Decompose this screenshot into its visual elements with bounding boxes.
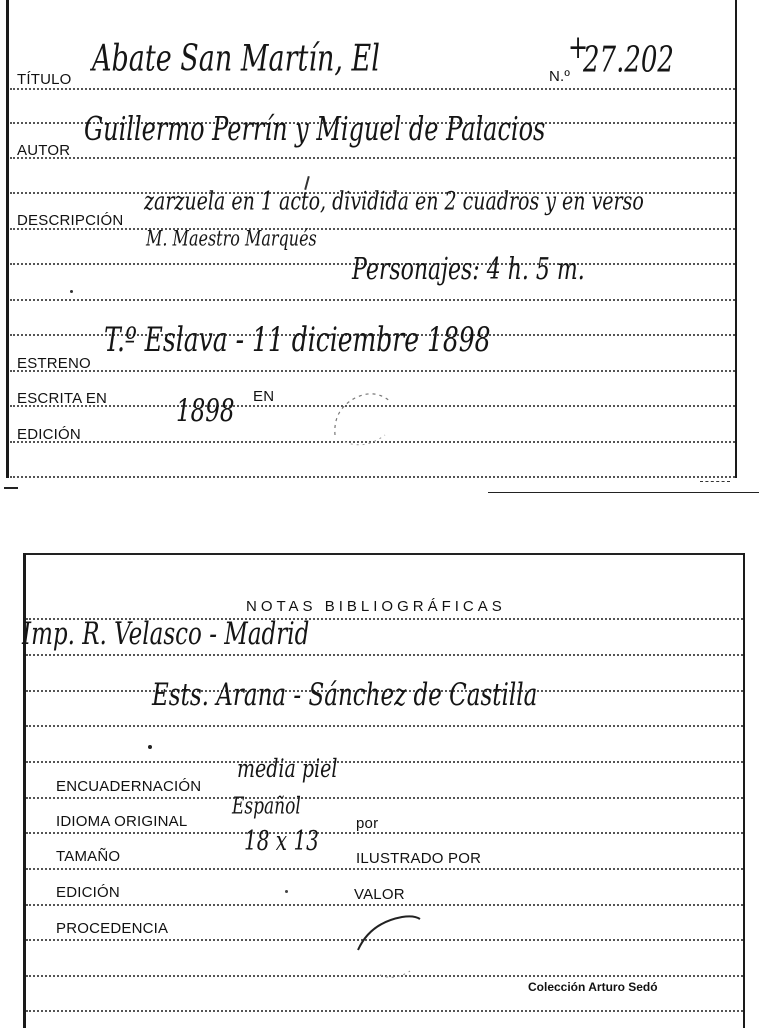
ruled-line (10, 370, 735, 372)
autor-value: Guillermo Perrín y Miguel de Palacios (84, 110, 546, 148)
scan-dot (148, 745, 152, 749)
scan-dot (285, 890, 288, 893)
bottom-card-top-border (24, 553, 744, 555)
ilustrado-label: ILUSTRADO POR (356, 850, 482, 867)
en-label: EN (253, 388, 275, 405)
numero-label: N.º (549, 68, 571, 85)
ruled-line (26, 797, 743, 799)
escrita-label: ESCRITA EN (17, 390, 108, 407)
collection-credit: Colección Arturo Sedó (528, 980, 658, 994)
ruled-line (26, 654, 743, 656)
titulo-label: TÍTULO (17, 71, 72, 88)
ruled-line (10, 88, 735, 90)
edicion-bottom-label: EDICIÓN (56, 884, 120, 901)
edge-mark-left (4, 487, 18, 489)
numero-value: 27.202 (583, 40, 674, 81)
ruled-line (26, 761, 743, 763)
edge-mark-right (488, 492, 759, 493)
notas-title: NOTAS BIBLIOGRÁFICAS (246, 598, 506, 615)
titulo-value: Abate San Martín, El (92, 38, 380, 80)
por-label: por (356, 815, 379, 832)
descripcion-value: zarzuela en 1 acto, dividida en 2 cuadros y en verso (144, 186, 644, 216)
note-line-2: Ests. Arana - Sánchez de Castilla (152, 677, 538, 713)
procedencia-label: PROCEDENCIA (56, 920, 169, 937)
ruled-line (26, 868, 743, 870)
ruled-line (26, 832, 743, 834)
encuadernacion-label: ENCUADERNACIÓN (56, 778, 202, 795)
estreno-value: T.º Eslava - 11 diciembre 1898 (104, 319, 491, 359)
descripcion-label: DESCRIPCIÓN (17, 212, 124, 229)
ruled-line (26, 1010, 743, 1012)
edicion-label: EDICIÓN (17, 426, 81, 443)
bottom-card-right-border (743, 553, 745, 1028)
note-line-1: Imp. R. Velasco - Madrid (22, 616, 310, 652)
top-card-right-border (735, 0, 737, 478)
valor-label: VALOR (354, 886, 405, 903)
tamano-label: TAMAÑO (56, 848, 121, 865)
ruled-line (10, 157, 735, 159)
encuadernacion-value: media piel (237, 754, 338, 784)
estreno-label: ESTRENO (17, 355, 91, 372)
descripcion-value-2: M. Maestro Marqués (146, 225, 317, 251)
ruled-line (10, 476, 735, 478)
top-card-left-border (6, 0, 9, 478)
edicion-value: 1898 (176, 393, 235, 429)
stamp-mark (350, 905, 440, 985)
tamano-value: 18 x 13 (244, 824, 319, 857)
numero-cross-mark: + (568, 28, 589, 66)
stamp-mark (325, 380, 405, 450)
idioma-label: IDIOMA ORIGINAL (56, 813, 188, 830)
scan-dot (70, 290, 73, 293)
edge-mark-dash (700, 481, 730, 482)
ruled-line (26, 725, 743, 727)
idioma-value: Español (232, 793, 301, 820)
ruled-line (10, 299, 735, 301)
descripcion-value-3: Personajes: 4 h. 5 m. (352, 253, 585, 287)
autor-label: AUTOR (17, 142, 71, 159)
